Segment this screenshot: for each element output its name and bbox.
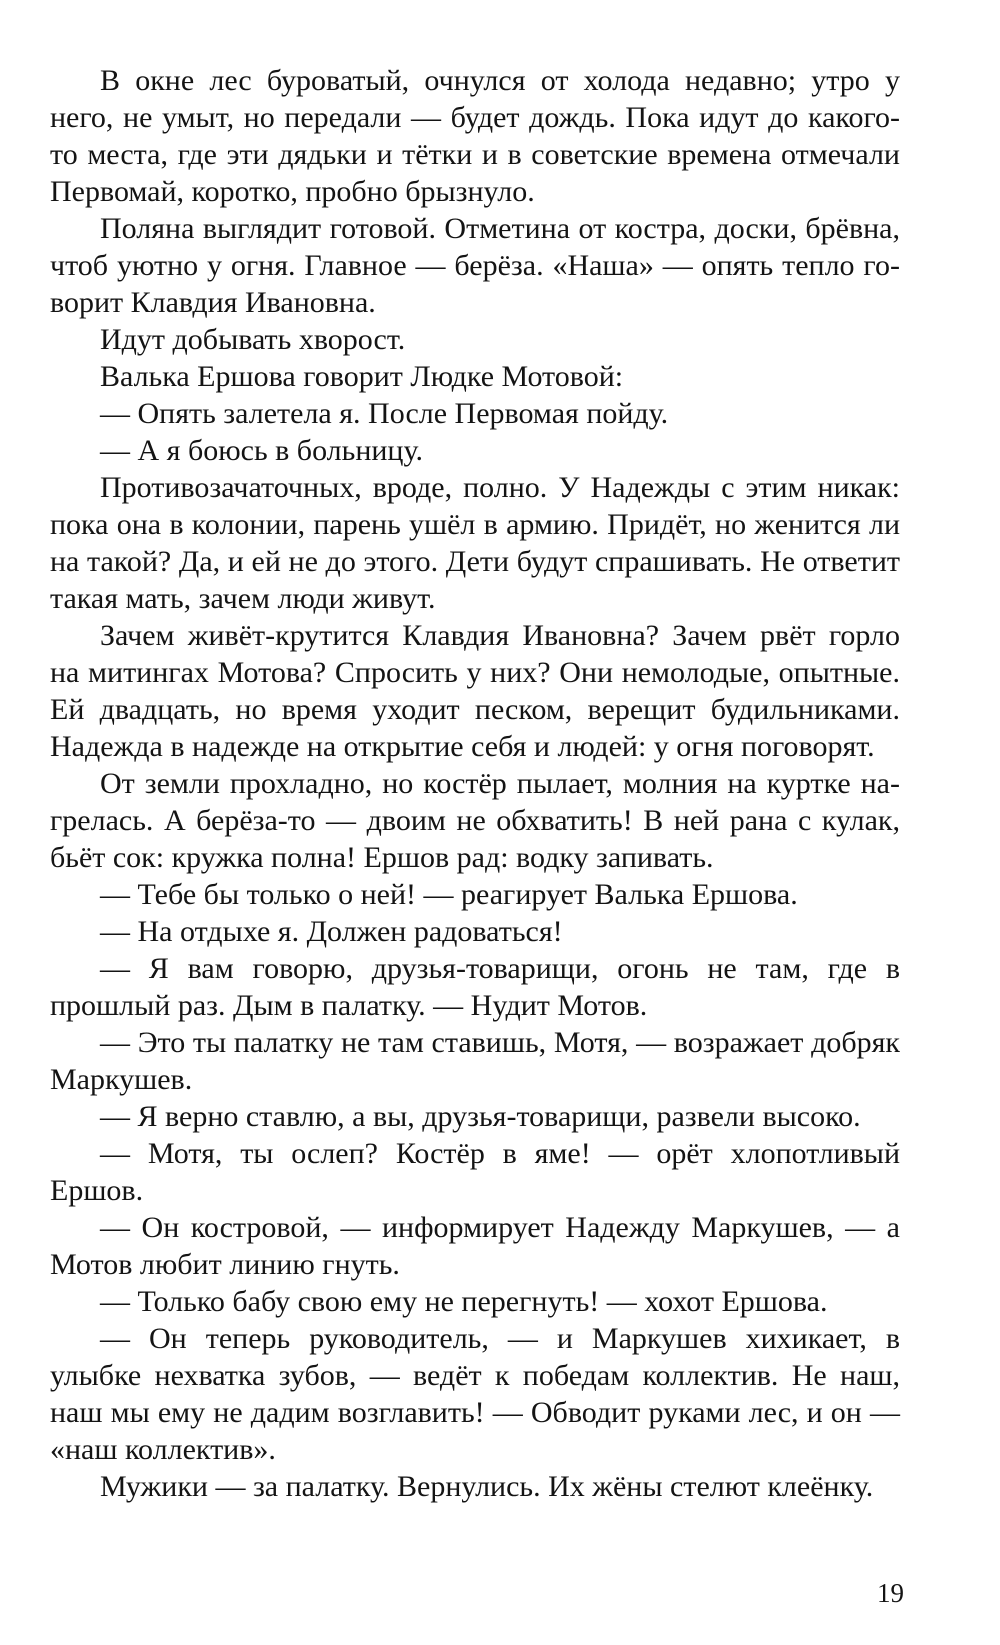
dialogue-line: — Мотя, ты ослеп? Костёр в яме! — орёт хлопотливый Ершов. <box>50 1137 900 1207</box>
paragraph: Противозачаточных, вроде, полно. У Надежды с этим никак: пока она в колонии, парень ушёл в армию. Придёт, но женится ли на такой? Да, и ей не до этого. Дети будут спрашивать. Не ответит такая мать, зачем люди живут. <box>50 471 900 615</box>
dialogue-line: — Это ты палатку не там ставишь, Мотя, — возражает добряк Маркушев. <box>50 1026 900 1096</box>
paragraph: Валька Ершова говорит Людке Мотовой: <box>100 360 624 393</box>
paragraph: Мужики — за палатку. Вернулись. Их жёны стелют клеёнку. <box>100 1470 874 1503</box>
paragraph: Поляна выглядит готовой. Отметина от костра, доски, брёвна, чтоб уютно у огня. Главное — берёза. «Наша» — опять тепло говорит Клавдия Ивановна. <box>50 212 900 319</box>
dialogue-line: — Я вам говорю, друзья-товарищи, огонь не там, где в прошлый раз. Дым в палатку. — Нудит Мотов. <box>50 952 900 1022</box>
dialogue-line: — Он теперь руководитель, — и Маркушев хихикает, в улыбке нехватка зубов, — ведёт к победам коллектив. Не наш, наш мы ему не дадим возглавить! — Обводит руками лес, и он — «наш коллектив». <box>50 1322 900 1466</box>
dialogue-line: — Он костровой, — информирует Надежду Маркушев, — а Мотов любит линию гнуть. <box>50 1211 900 1281</box>
paragraph: Зачем живёт-крутится Клавдия Ивановна? Зачем рвёт горло на митингах Мотова? Спросить у них? Они немолодые, опытные. Ей двадцать, но время уходит песком, верещит будильниками. Надежда в надежде на открытие себя и людей: у огня поговорят. <box>50 619 900 763</box>
dialogue-line: — Только бабу свою ему не перегнуть! — хохот Ершова. <box>100 1285 828 1318</box>
dialogue-line: — Я верно ставлю, а вы, друзья-товарищи, развели высоко. <box>100 1100 861 1133</box>
paragraph: Идут добывать хворост. <box>100 323 406 356</box>
dialogue-line: — Опять залетела я. После Первомая пойду. <box>100 397 669 430</box>
paragraph: От земли прохладно, но костёр пылает, молния на куртке нагрелась. А берёза-то — двоим не обхватить! В ней рана с кулак, бьёт сок: кружка полна! Ершов рад: водку запивать. <box>50 767 900 874</box>
dialogue-line: — На отдыхе я. Должен радоваться! <box>100 915 563 948</box>
page-number: 19 <box>877 1578 904 1608</box>
paragraph: В окне лес буроватый, очнулся от холода недавно; утро у него, не умыт, но передали — будет дождь. Пока идут до какого-то места, где эти дядьки и тётки и в советские времена отмечали Первомай, коротко, пробно брызнуло. <box>50 64 900 208</box>
book-page-text <box>50 62 900 1505</box>
dialogue-line: — А я боюсь в больницу. <box>100 434 423 467</box>
dialogue-line: — Тебе бы только о ней! — реагирует Валька Ершова. <box>100 878 798 911</box>
